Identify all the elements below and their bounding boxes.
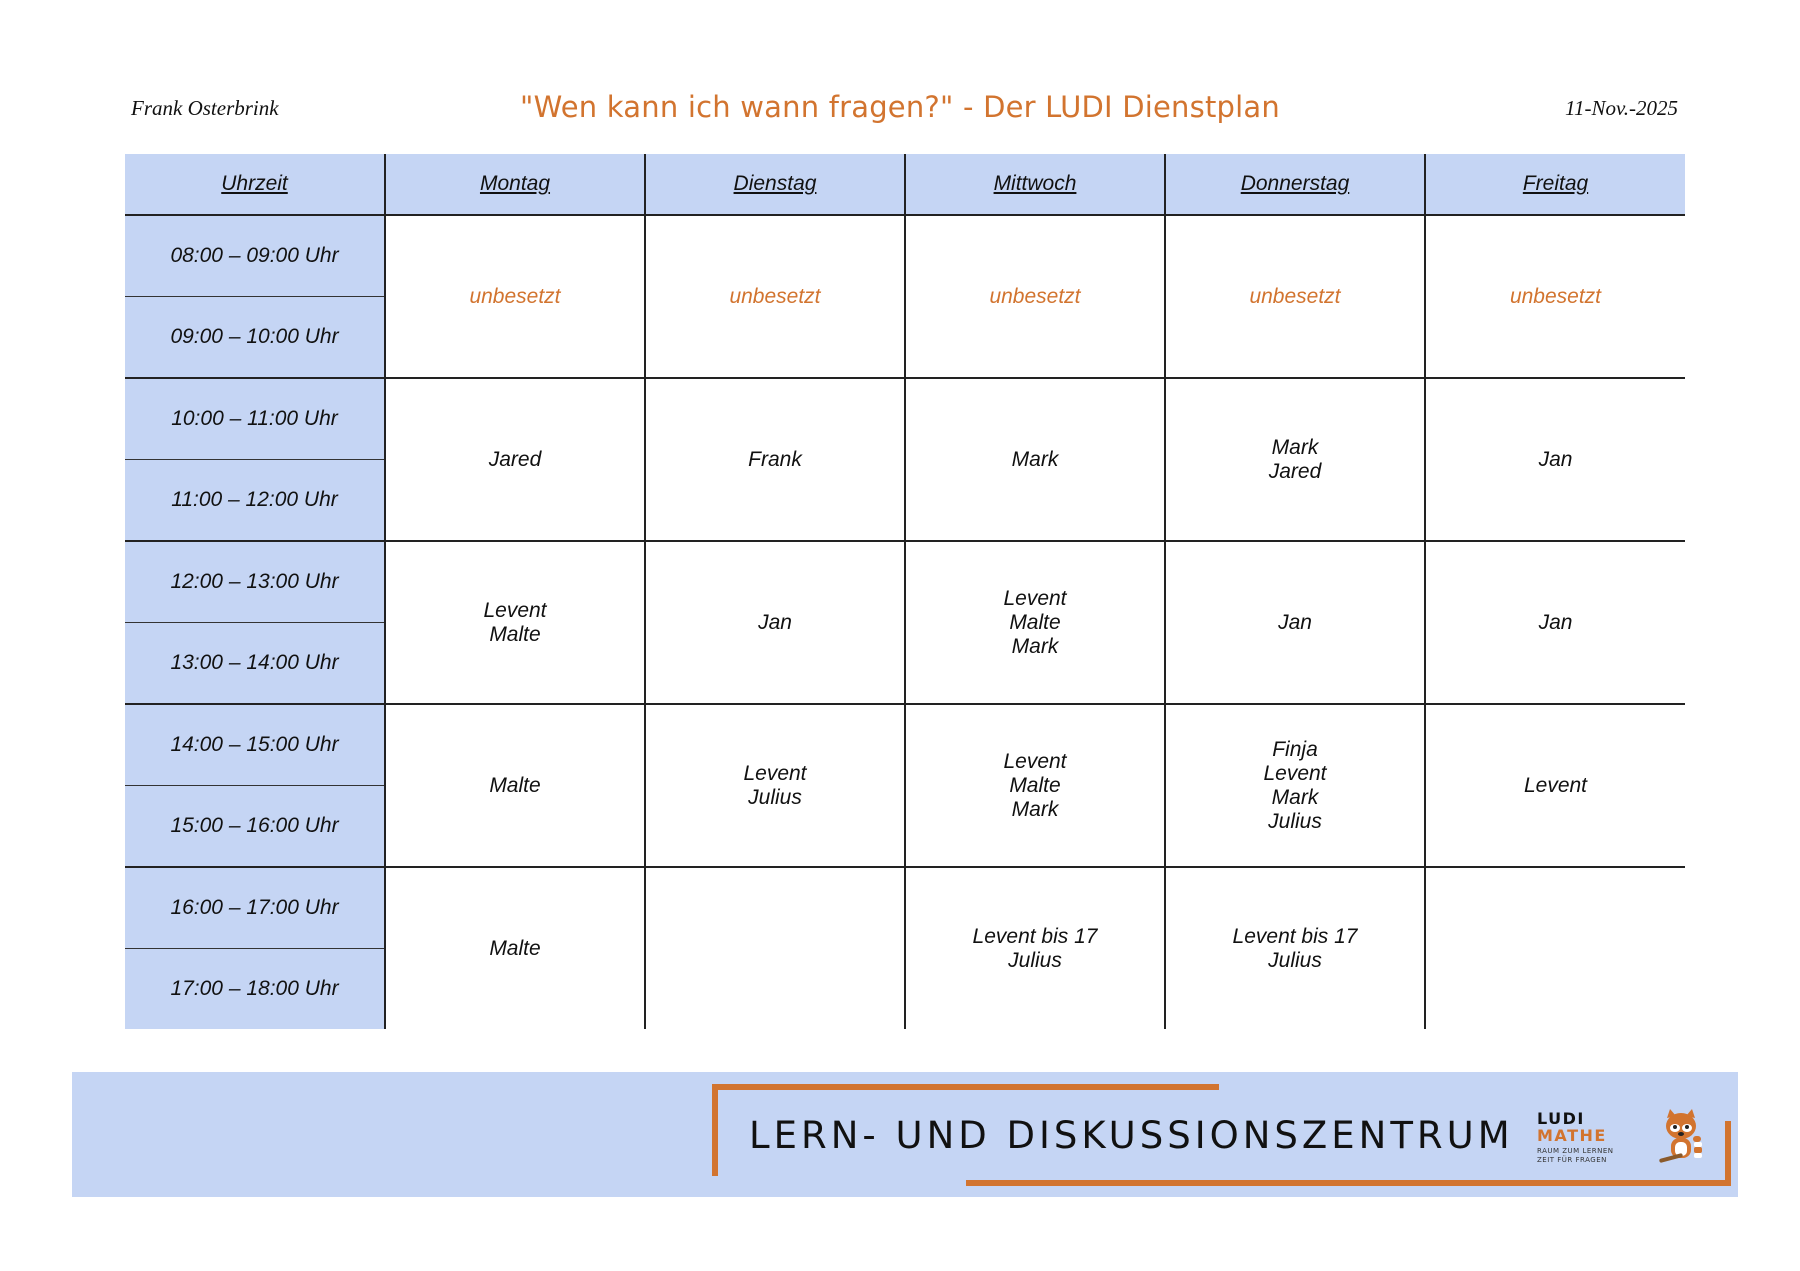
shift-cell-freitag xyxy=(1425,378,1685,541)
shift-cell-mittwoch xyxy=(905,541,1165,704)
shift-cell-freitag xyxy=(1425,215,1685,378)
shift-cell-donnerstag xyxy=(1165,704,1425,867)
logo-tagline-2: ZEIT FÜR FRAGEN xyxy=(1537,1156,1607,1164)
time-slot: 16:00 – 17:00 Uhr xyxy=(125,867,385,949)
staff-name: unbesetzt xyxy=(1249,284,1341,308)
schedule-row xyxy=(125,541,1685,623)
staff-name: unbesetzt xyxy=(469,284,561,308)
shift-cell-dienstag xyxy=(645,867,905,1029)
staff-name: Malte xyxy=(489,936,541,960)
staff-name: Julius xyxy=(1268,948,1322,972)
staff-name: unbesetzt xyxy=(989,284,1081,308)
staff-name: Levent bis 17 xyxy=(1232,924,1358,948)
shift-cell-montag xyxy=(385,704,645,867)
ludi-mathe-logo xyxy=(1537,1110,1614,1165)
staff-name: Levent xyxy=(1263,761,1327,785)
shift-cell-freitag xyxy=(1425,704,1685,867)
staff-name: Levent xyxy=(743,761,807,785)
staff-name: Levent xyxy=(483,598,547,622)
frame-line-left xyxy=(712,1084,718,1176)
staff-name: Jared xyxy=(1268,459,1322,483)
time-slot: 09:00 – 10:00 Uhr xyxy=(125,297,385,379)
frame-line-bottom xyxy=(966,1180,1731,1186)
staff-name: Levent xyxy=(1003,586,1067,610)
logo-mathe: MATHE xyxy=(1537,1126,1607,1145)
time-slot: 08:00 – 09:00 Uhr xyxy=(125,215,385,297)
column-header-montag: Montag xyxy=(385,154,645,215)
column-header-freitag: Freitag xyxy=(1425,154,1685,215)
shift-cell-montag xyxy=(385,215,645,378)
shift-cell-dienstag xyxy=(645,215,905,378)
staff-name: Jan xyxy=(1538,447,1573,471)
staff-name: Mark xyxy=(1271,435,1319,459)
shift-cell-montag xyxy=(385,541,645,704)
shift-cell-montag xyxy=(385,378,645,541)
staff-name: Jan xyxy=(1538,610,1573,634)
staff-name: Finja xyxy=(1272,737,1318,761)
shift-cell-mittwoch xyxy=(905,867,1165,1029)
staff-name: Malte xyxy=(1009,773,1061,797)
shift-cell-donnerstag xyxy=(1165,378,1425,541)
footer-banner xyxy=(72,1072,1738,1197)
staff-name: Levent xyxy=(1003,749,1067,773)
column-header-dienstag: Dienstag xyxy=(645,154,905,215)
schedule-row xyxy=(125,867,1685,949)
schedule-row xyxy=(125,704,1685,786)
staff-name: Malte xyxy=(1009,610,1061,634)
staff-name: Malte xyxy=(489,622,541,646)
shift-cell-mittwoch xyxy=(905,704,1165,867)
logo-ludi: LUDI xyxy=(1537,1109,1585,1128)
staff-name: Frank xyxy=(748,447,802,471)
time-slot: 10:00 – 11:00 Uhr xyxy=(125,378,385,460)
column-header-mittwoch: Mittwoch xyxy=(905,154,1165,215)
frame-line-top xyxy=(712,1084,1219,1090)
time-slot: 11:00 – 12:00 Uhr xyxy=(125,460,385,542)
staff-name: Levent xyxy=(1523,773,1588,797)
column-header-uhrzeit: Uhrzeit xyxy=(125,154,385,215)
staff-name: Mark xyxy=(1011,797,1059,821)
red-panda-icon xyxy=(1657,1108,1709,1166)
staff-name: Jared xyxy=(488,447,542,471)
shift-cell-dienstag xyxy=(645,378,905,541)
staff-name: Mark xyxy=(1271,785,1319,809)
staff-name: Julius xyxy=(1268,809,1322,833)
staff-name: Mark xyxy=(1011,634,1059,658)
author-name: Frank Osterbrink xyxy=(131,96,279,120)
shift-cell-mittwoch xyxy=(905,378,1165,541)
shift-cell-dienstag xyxy=(645,704,905,867)
time-slot: 14:00 – 15:00 Uhr xyxy=(125,704,385,786)
time-slot: 17:00 – 18:00 Uhr xyxy=(125,949,385,1030)
frame-line-right xyxy=(1725,1121,1731,1186)
shift-cell-freitag xyxy=(1425,867,1685,1029)
shift-cell-montag xyxy=(385,867,645,1029)
shift-cell-donnerstag xyxy=(1165,215,1425,378)
time-slot: 12:00 – 13:00 Uhr xyxy=(125,541,385,623)
staff-name: Julius xyxy=(748,785,802,809)
staff-name: Malte xyxy=(489,773,541,797)
staff-name: Jan xyxy=(1278,610,1312,634)
logo-tagline-1: RAUM ZUM LERNEN xyxy=(1537,1147,1614,1155)
shift-cell-donnerstag xyxy=(1165,867,1425,1029)
header-row xyxy=(125,154,1685,215)
shift-cell-dienstag xyxy=(645,541,905,704)
schedule-row xyxy=(125,215,1685,297)
document-date: 11-Nov.-2025 xyxy=(1565,96,1678,120)
column-header-donnerstag: Donnerstag xyxy=(1165,154,1425,215)
shift-cell-freitag xyxy=(1425,541,1685,704)
schedule-row xyxy=(125,378,1685,460)
staff-name: unbesetzt xyxy=(1509,284,1602,308)
staff-name: Mark xyxy=(1011,447,1059,471)
footer-title: LERN- UND DISKUSSIONSZENTRUM xyxy=(749,1114,1514,1157)
shift-cell-donnerstag xyxy=(1165,541,1425,704)
schedule-body xyxy=(125,215,1685,1029)
time-slot: 15:00 – 16:00 Uhr xyxy=(125,786,385,868)
time-slot: 13:00 – 14:00 Uhr xyxy=(125,623,385,705)
page-title: "Wen kann ich wann fragen?" - Der LUDI Dienstplan xyxy=(520,90,1280,124)
schedule-table xyxy=(125,154,1685,1029)
staff-name: Levent bis 17 xyxy=(972,924,1098,948)
staff-name: unbesetzt xyxy=(729,284,821,308)
staff-name: Jan xyxy=(758,610,792,634)
shift-cell-mittwoch xyxy=(905,215,1165,378)
staff-name: Julius xyxy=(1008,948,1062,972)
